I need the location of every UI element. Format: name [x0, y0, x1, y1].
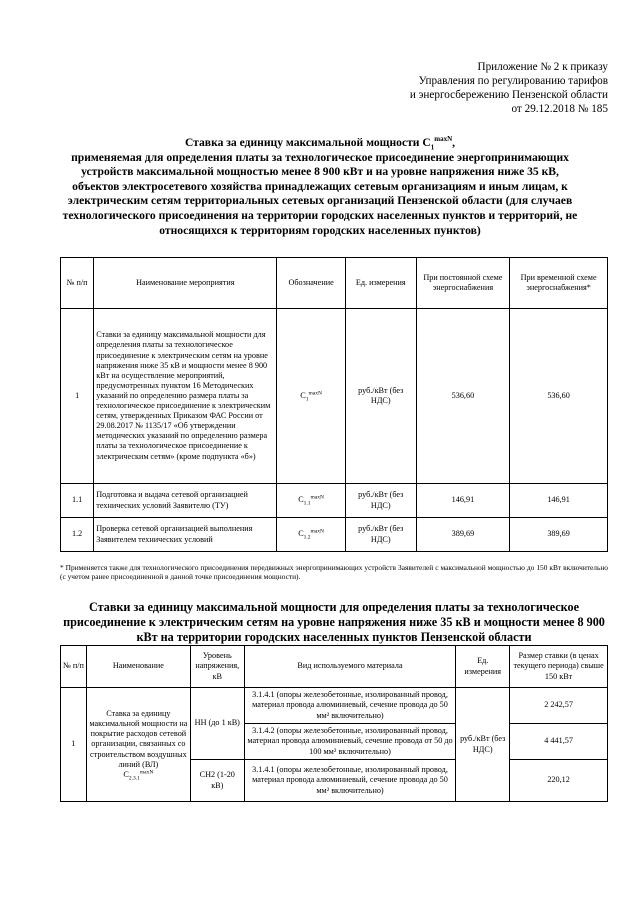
row-unit: руб./кВт (без НДС): [345, 518, 416, 552]
header-cell: При временной схеме энергоснабжения*: [510, 258, 608, 309]
code-sub: 1.2: [303, 535, 311, 542]
title-lead: Ставка за единицу максимальной мощности C: [184, 136, 431, 149]
row-number: 1: [61, 309, 94, 484]
code-sup: maxN: [310, 494, 324, 501]
appendix-line: и энергосбережению Пензенской области: [409, 89, 608, 101]
code-letter: C: [300, 390, 306, 400]
rate-value: 2 242,57: [510, 688, 608, 724]
title-rest: применяемая для определения платы за технологическое присоединение энергопринимающих устройств максимальной мощностью менее 8 900 кВт и на уровне напряжения ниже 35 кВ, объектов электросетевого хозяйства принадлежащих сетевым организациям и иным лицам, к электрическим сетям территориальных сетевых организаций Пензенской области (для случаев технологического присоединения на территории городских населенных пунктов и территорий, не относящихся к территориям городских населенных пунктов): [62, 150, 578, 237]
code-letter: C: [298, 529, 304, 539]
header-cell: Обозначение: [277, 258, 346, 309]
row-unit: руб./кВт (без НДС): [345, 309, 416, 484]
code-letter: C: [298, 495, 304, 505]
header-cell: Ед. измерения: [456, 646, 510, 688]
title-rate-c2: Ставки за единицу максимальной мощности для определения платы за технологическое присоединение к электрическим сетям на уровне напряжения ниже 35 кВ и мощности менее 8 900 кВт на территории городских населенных пунктов Пензенской области: [63, 600, 605, 644]
row-temporary: 389,69: [510, 518, 608, 552]
code-sup: maxN: [139, 769, 154, 775]
code-sup: maxN: [308, 390, 322, 397]
voltage-level-sn2: СН2 (1-20 кВ): [190, 760, 244, 802]
table-header-row: [61, 646, 608, 688]
row-temporary: 536,60: [510, 309, 608, 484]
table-row: [61, 484, 608, 518]
rates-table: [60, 257, 608, 552]
code-sup: maxN: [310, 528, 324, 535]
row-unit: руб./кВт (без НДС): [345, 484, 416, 518]
header-cell: Наименование мероприятия: [94, 258, 277, 309]
row-name: Проверка сетевой организацией выполнения Заявителем технических условий: [94, 518, 277, 552]
table-header-row: [61, 258, 608, 309]
row-number: 1.1: [61, 484, 94, 518]
overhead-lines-table: [60, 645, 608, 802]
row-number: 1: [61, 688, 87, 802]
material-cell: 3.1.4.2 (опоры железобетонные, изолированный провод, материал провода алюминиевый, сечение провода от 50 до 100 мм² включительно): [244, 724, 455, 760]
row-permanent: 536,60: [416, 309, 510, 484]
row-code: [277, 484, 346, 518]
title-rate-c1: [60, 136, 580, 238]
row-name-text: Ставка за единицу максимальной мощности на покрытие расходов сетевой организации, связанных со строительством воздушных линий (ВЛ): [89, 709, 188, 769]
row-number: 1.2: [61, 518, 94, 552]
voltage-level-nn: НН (до 1 кВ): [190, 688, 244, 760]
material-cell: 3.1.4.1 (опоры железобетонные, изолированный провод, материал провода алюминиевый, сечение провода до 50 мм² включительно): [244, 760, 455, 802]
header-cell: № п/п: [61, 258, 94, 309]
row-code: [277, 309, 346, 484]
table-row: [61, 518, 608, 552]
title-superscript: maxN: [434, 135, 453, 144]
appendix-line: Приложение № 2 к приказу: [477, 61, 608, 73]
unit-cell: руб./кВт (без НДС): [456, 688, 510, 802]
title-subscript: 1: [430, 143, 435, 152]
row-code: [277, 518, 346, 552]
code-sub: 2.3.1: [128, 775, 140, 782]
code-sub: 1.1: [303, 501, 311, 508]
header-cell: Вид используемого материала: [244, 646, 455, 688]
header-cell: Ед. измерения: [345, 258, 416, 309]
footnote: * Применяется также для технологического присоединения передвижных энергопринимающих устройств Заявителей с максимальной мощностью до 150 кВт включительно (с учетом ранее присоединенной в данной точке присоединения мощности).: [60, 563, 608, 582]
code-sub: 1: [305, 396, 309, 403]
table-row: [61, 688, 608, 724]
appendix-header: [308, 60, 608, 116]
row-name: Ставки за единицу максимальной мощности для определения платы за технологическое присоединение к электрическим сетям на уровне напряжения ниже 35 кВ и мощности менее 8 900 кВт на осуществление мероприятий, предусмотренных пунктом 16 Методических указаний по определению размера платы за технологическое присоединение к электрическим сетям, утвержденных Приказом ФАС России от 29.08.2017 № 1135/17 «Об утверждении методических указаний по определению размера платы за технологическое присоединение к электрическим сетям» (кроме подпункта «б»): [94, 309, 277, 484]
row-name: [86, 688, 190, 802]
header-cell: При постоянной схеме энергоснабжения: [416, 258, 510, 309]
row-name: Подготовка и выдача сетевой организацией технических условий Заявителю (ТУ): [94, 484, 277, 518]
rate-value: 220,12: [510, 760, 608, 802]
table-row: [61, 309, 608, 484]
code-letter: C: [123, 769, 129, 779]
header-cell: Размер ставки (в ценах текущего периода) свыше 150 кВт: [510, 646, 608, 688]
rate-value: 4 441,57: [510, 724, 608, 760]
row-permanent: 389,69: [416, 518, 510, 552]
header-cell: Наименование: [86, 646, 190, 688]
appendix-line: от 29.12.2018 № 185: [511, 103, 608, 115]
appendix-line: Управления по регулированию тарифов: [418, 75, 608, 87]
title-lead-end: ,: [452, 136, 456, 149]
header-cell: № п/п: [61, 646, 87, 688]
material-cell: 3.1.4.1 (опоры железобетонные, изолированный провод, материал провода алюминиевый, сечение провода до 50 мм² включительно): [244, 688, 455, 724]
row-permanent: 146,91: [416, 484, 510, 518]
row-temporary: 146,91: [510, 484, 608, 518]
header-cell: Уровень напряжения, кВ: [190, 646, 244, 688]
